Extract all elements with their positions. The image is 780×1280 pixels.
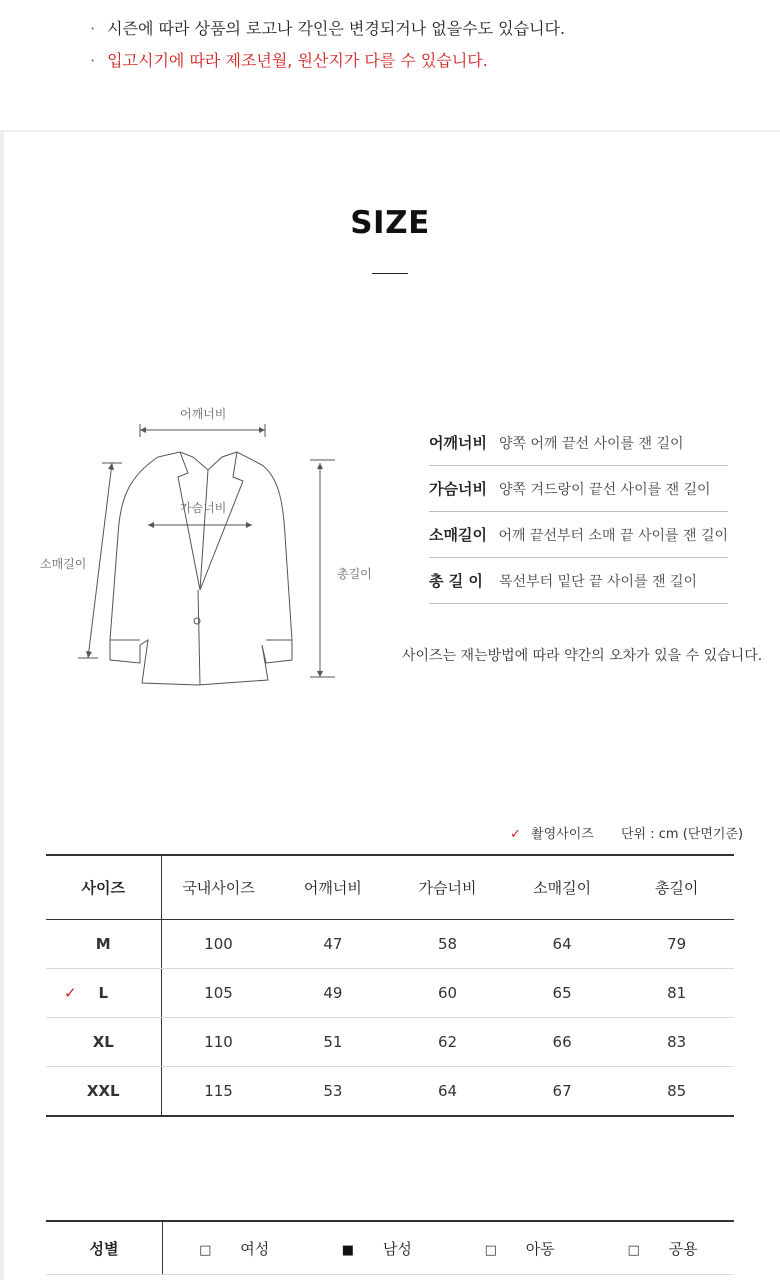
table-cell: 67 [552,1082,572,1100]
table-row-photo-size [46,969,734,1018]
shoulder-label: 어깨너비 [180,407,227,421]
option-label: 여성 [240,1239,270,1258]
notes-section [0,0,780,130]
gender-row [46,1221,734,1275]
size-disclaimer: 사이즈는 재는방법에 따라 약간의 오차가 있을 수 있습니다. [402,648,763,664]
jacket-measure-diagram [30,395,390,695]
gender-option-unisex [591,1221,734,1275]
measure-definitions [429,420,728,604]
table-cell: 65 [505,969,620,1018]
checkbox-empty-icon: □ [484,1242,497,1258]
definition-row [429,420,728,466]
size-cell: XL [46,1018,161,1067]
check-icon: ✓ [64,984,77,1002]
check-icon: ✓ [510,827,521,842]
table-cell: 105 [161,969,276,1018]
photo-size-label: 촬영사이즈 [531,827,594,842]
table-row [46,1067,734,1117]
size-cell: M [46,920,161,969]
size-cell: XXL [46,1067,161,1117]
chest-label: 가슴너비 [180,501,227,515]
table-cell: 47 [276,920,391,969]
jacket-outline-icon [30,395,390,695]
unit-label: 단위 : cm (단면기준) [621,827,744,842]
table-cell: 81 [619,969,734,1018]
header-sleeve: 소매길이 [505,855,620,920]
note-text: 시즌에 따라 상품의 로고나 각인은 변경되거나 없을수도 있습니다. [107,19,566,38]
table-cell: 85 [667,1082,687,1100]
checkbox-empty-icon: □ [199,1242,212,1258]
table-header-row [46,855,734,920]
photo-size-legend [510,823,594,842]
table-cell: 64 [437,1082,458,1100]
total-length-label: 총길이 [337,567,372,581]
title-divider [372,273,408,274]
table-cell: 79 [619,920,734,969]
definition-row [429,466,728,512]
option-label: 남성 [382,1239,412,1258]
table-cell: 53 [323,1082,343,1100]
size-table [46,854,734,1117]
table-cell: 66 [505,1018,620,1067]
definition-term: 가슴너비 [429,480,487,498]
bullet-dot: · [90,51,96,70]
checkbox-filled-icon: ■ [341,1242,355,1258]
header-total: 총길이 [619,855,734,920]
table-cell: 58 [390,920,505,969]
header-chest: 가슴너비 [390,855,505,920]
table-cell: 49 [276,969,391,1018]
definition-row [429,512,728,558]
definition-text: 목선부터 밑단 끝 사이를 잰 길이 [499,573,698,590]
table-cell: 110 [161,1018,276,1067]
header-size: 사이즈 [46,855,161,920]
definition-text: 양쪽 겨드랑이 끝선 사이를 잰 길이 [499,481,711,498]
checkbox-empty-icon: □ [627,1242,640,1258]
table-cell: 51 [276,1018,391,1067]
table-cell: 64 [505,920,620,969]
definition-term: 소매길이 [429,526,487,544]
table-cell: 115 [204,1082,233,1100]
header-shoulder: 어깨너비 [276,855,391,920]
size-cell [46,969,161,1018]
table-cell: 83 [619,1018,734,1067]
gender-label: 성별 [46,1221,163,1275]
definition-row [429,558,728,604]
option-label: 공용 [668,1239,698,1258]
bullet-dot: · [90,19,96,38]
section-title: SIZE [350,205,430,241]
definition-term: 총 길 이 [429,572,483,590]
note-manufacture-date [90,48,488,71]
header-domestic: 국내사이즈 [161,855,276,920]
definition-text: 양쪽 어깨 끝선 사이를 잰 길이 [499,435,684,452]
note-text: 입고시기에 따라 제조년월, 원산지가 다를 수 있습니다. [107,51,488,70]
note-logo-change [90,16,565,39]
definition-term: 어깨너비 [429,434,487,452]
gender-option-male [305,1221,448,1275]
table-row [46,1018,734,1067]
table-cell: 62 [390,1018,505,1067]
sleeve-label: 소매길이 [40,557,87,571]
table-cell: 60 [390,969,505,1018]
option-label: 아동 [525,1239,555,1258]
size-value: L [98,984,109,1002]
gender-table [46,1220,734,1275]
gender-option-kids [448,1221,591,1275]
table-row [46,920,734,969]
definition-text: 어깨 끝선부터 소매 끝 사이를 잰 길이 [498,527,728,544]
gender-option-female [163,1221,306,1275]
table-cell: 100 [161,920,276,969]
